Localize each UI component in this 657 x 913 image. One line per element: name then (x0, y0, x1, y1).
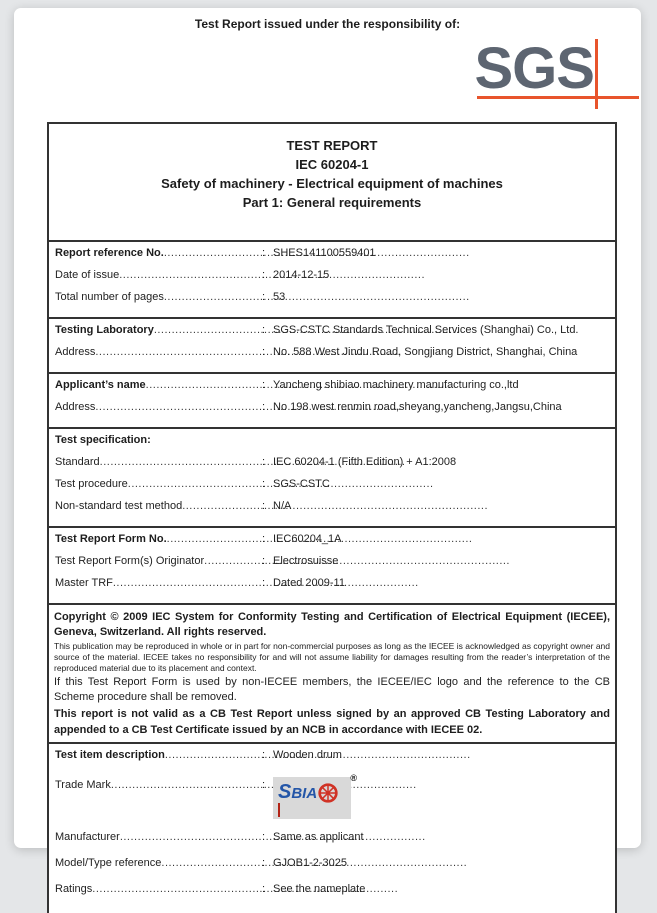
dot-leader (204, 555, 262, 567)
dot-leader (95, 346, 262, 358)
copyright-statement: Copyright © 2009 IEC System for Conformity Testing and Certification of Electrical Equipment (IECEE), Geneva, Switzerland. All rights reserved. (54, 611, 610, 638)
value-manufacturer: Same as applicant (273, 831, 364, 843)
value-applicant-name: Yancheng shibiao machinery manufacturing co.,ltd (273, 379, 519, 391)
copyright-reproduction-note: This publication may be reproduced in whole or in part for non-commercial purposes as long as the IECEE is acknowledged as copyright owner and source of the material. IECEE takes no responsibility for and will not assume liability for damages resulting from the reader’s interpretation of the reproduced material due to its placement and context. (54, 641, 610, 673)
row-ratings (55, 883, 609, 909)
section-applicant (49, 374, 615, 429)
row-trf-originator (55, 555, 609, 577)
label-test-item-description: Test item description (55, 749, 165, 761)
title-line-2: IEC 60204-1 (295, 157, 369, 172)
row-total-pages (55, 291, 609, 313)
label-trf-no: Test Report Form No. (55, 533, 167, 545)
value-lab-address: No. 588 West Jindu Road, Songjiang District, Shanghai, China (273, 346, 578, 358)
value-model-type: GJOB1-2-3025 (273, 857, 347, 869)
label-trf-originator: Test Report Form(s) Originator (55, 555, 205, 567)
row-test-item-description (55, 749, 609, 775)
dot-leader (111, 779, 262, 791)
label-test-procedure: Test procedure (55, 478, 128, 490)
row-testing-laboratory (55, 324, 609, 346)
label-lab-address: Address (55, 346, 96, 358)
value-trf-no: IEC60204_1A (273, 533, 342, 545)
section-test-specification (49, 429, 615, 528)
dot-leader (161, 857, 262, 869)
label-master-trf: Master TRF (55, 577, 113, 589)
row-trf-no (55, 533, 609, 555)
title-line-3: Safety of machinery - Electrical equipment of machines (161, 176, 503, 191)
value-trf-originator: Electrosuisse (273, 555, 339, 567)
label-model-type: Model/Type reference (55, 857, 162, 869)
sbia-chinese-banner (278, 803, 280, 817)
sbia-logo-text: SBIA (278, 781, 318, 803)
value-testing-laboratory: SGS-CSTC Standards Technical Services (Shanghai) Co., Ltd. (273, 324, 579, 336)
label-manufacturer: Manufacturer (55, 831, 120, 843)
dot-leader (120, 831, 262, 843)
value-applicant-address: No 198 west renmin road,sheyang,yancheng,Jangsu,China (273, 401, 562, 413)
responsibility-note: Test Report issued under the responsibility of: (194, 17, 461, 31)
dot-leader (164, 247, 262, 259)
section-test-report-form (49, 528, 615, 605)
row-test-procedure (55, 478, 609, 500)
label-non-standard-method: Non-standard test method (55, 500, 183, 512)
label-test-specification: Test specification: (55, 434, 151, 446)
row-date-of-issue (55, 269, 609, 291)
dot-leader (167, 533, 262, 545)
dot-leader (165, 749, 262, 761)
value-total-pages: 53 (273, 291, 286, 303)
row-non-standard-method (55, 500, 609, 522)
dot-leader (182, 500, 262, 512)
value-standard: IEC 60204-1 (Fifth Edition) + A1:2008 (273, 456, 457, 468)
row-applicant-name (55, 379, 609, 401)
sgs-logo-vertical-line (595, 39, 598, 109)
row-model-type (55, 857, 609, 883)
report-page (14, 8, 641, 895)
dot-leader (146, 379, 262, 391)
value-test-procedure: SGS-CSTC (273, 478, 330, 490)
copyright-validity-note: This report is not valid as a CB Test Report unless signed by an approved CB Testing Laboratory and appended to a CB Test Certificate issued by an NCB in accordance with IECEE 02. (54, 708, 610, 736)
row-applicant-address (55, 401, 609, 423)
title-line-1: TEST REPORT (286, 138, 378, 153)
registered-trademark-icon: ® (350, 773, 357, 783)
title-line-4: Part 1: General requirements (242, 195, 422, 210)
label-testing-laboratory: Testing Laboratory (55, 324, 154, 336)
label-applicant-name: Applicant’s name (55, 379, 146, 391)
dot-leader (119, 269, 262, 281)
dot-leader (128, 478, 262, 490)
row-trade-mark (55, 775, 609, 831)
sbia-trademark-logo (273, 773, 357, 819)
value-date-of-issue: 2014-12-15 (273, 269, 330, 281)
dot-leader (164, 291, 262, 303)
row-lab-address (55, 346, 609, 368)
label-ratings: Ratings (55, 883, 93, 895)
row-report-reference (55, 247, 609, 269)
section-testing-laboratory (49, 319, 615, 374)
title-block (49, 124, 615, 242)
value-master-trf: Dated 2009-11 (273, 577, 345, 589)
value-test-item-description: Wooden drum (273, 749, 342, 761)
label-trade-mark: Trade Mark (55, 779, 111, 791)
copyright-non-iecee-note: If this Test Report Form is used by non-IECEE members, the IECEE/IEC logo and the reference to the CB Scheme procedure shall be removed. (54, 676, 610, 703)
dot-leader (100, 456, 262, 468)
row-manufacturer (55, 831, 609, 857)
label-applicant-address: Address (55, 401, 96, 413)
value-ratings: See the nameplate (273, 883, 366, 895)
value-non-standard-method: N/A (273, 500, 292, 512)
dot-leader (113, 577, 262, 589)
row-master-trf (55, 577, 609, 599)
section-copyright (49, 605, 615, 744)
label-standard: Standard (55, 456, 100, 468)
dot-leader (95, 401, 262, 413)
dot-leader (92, 883, 262, 895)
sgs-logo-text: SGS (474, 36, 594, 101)
row-standard (55, 456, 609, 478)
value-report-reference: SHES141100559401 (273, 247, 376, 259)
label-report-reference: Report reference No. (55, 247, 164, 259)
dot-leader (154, 324, 262, 336)
label-date-of-issue: Date of issue (55, 269, 120, 281)
drum-wheel-icon (318, 783, 338, 803)
label-total-pages: Total number of pages (55, 291, 164, 303)
section-report-reference (49, 242, 615, 319)
section-test-item (49, 744, 615, 913)
row-test-specification-heading (55, 434, 609, 456)
test-report-table (47, 122, 617, 913)
